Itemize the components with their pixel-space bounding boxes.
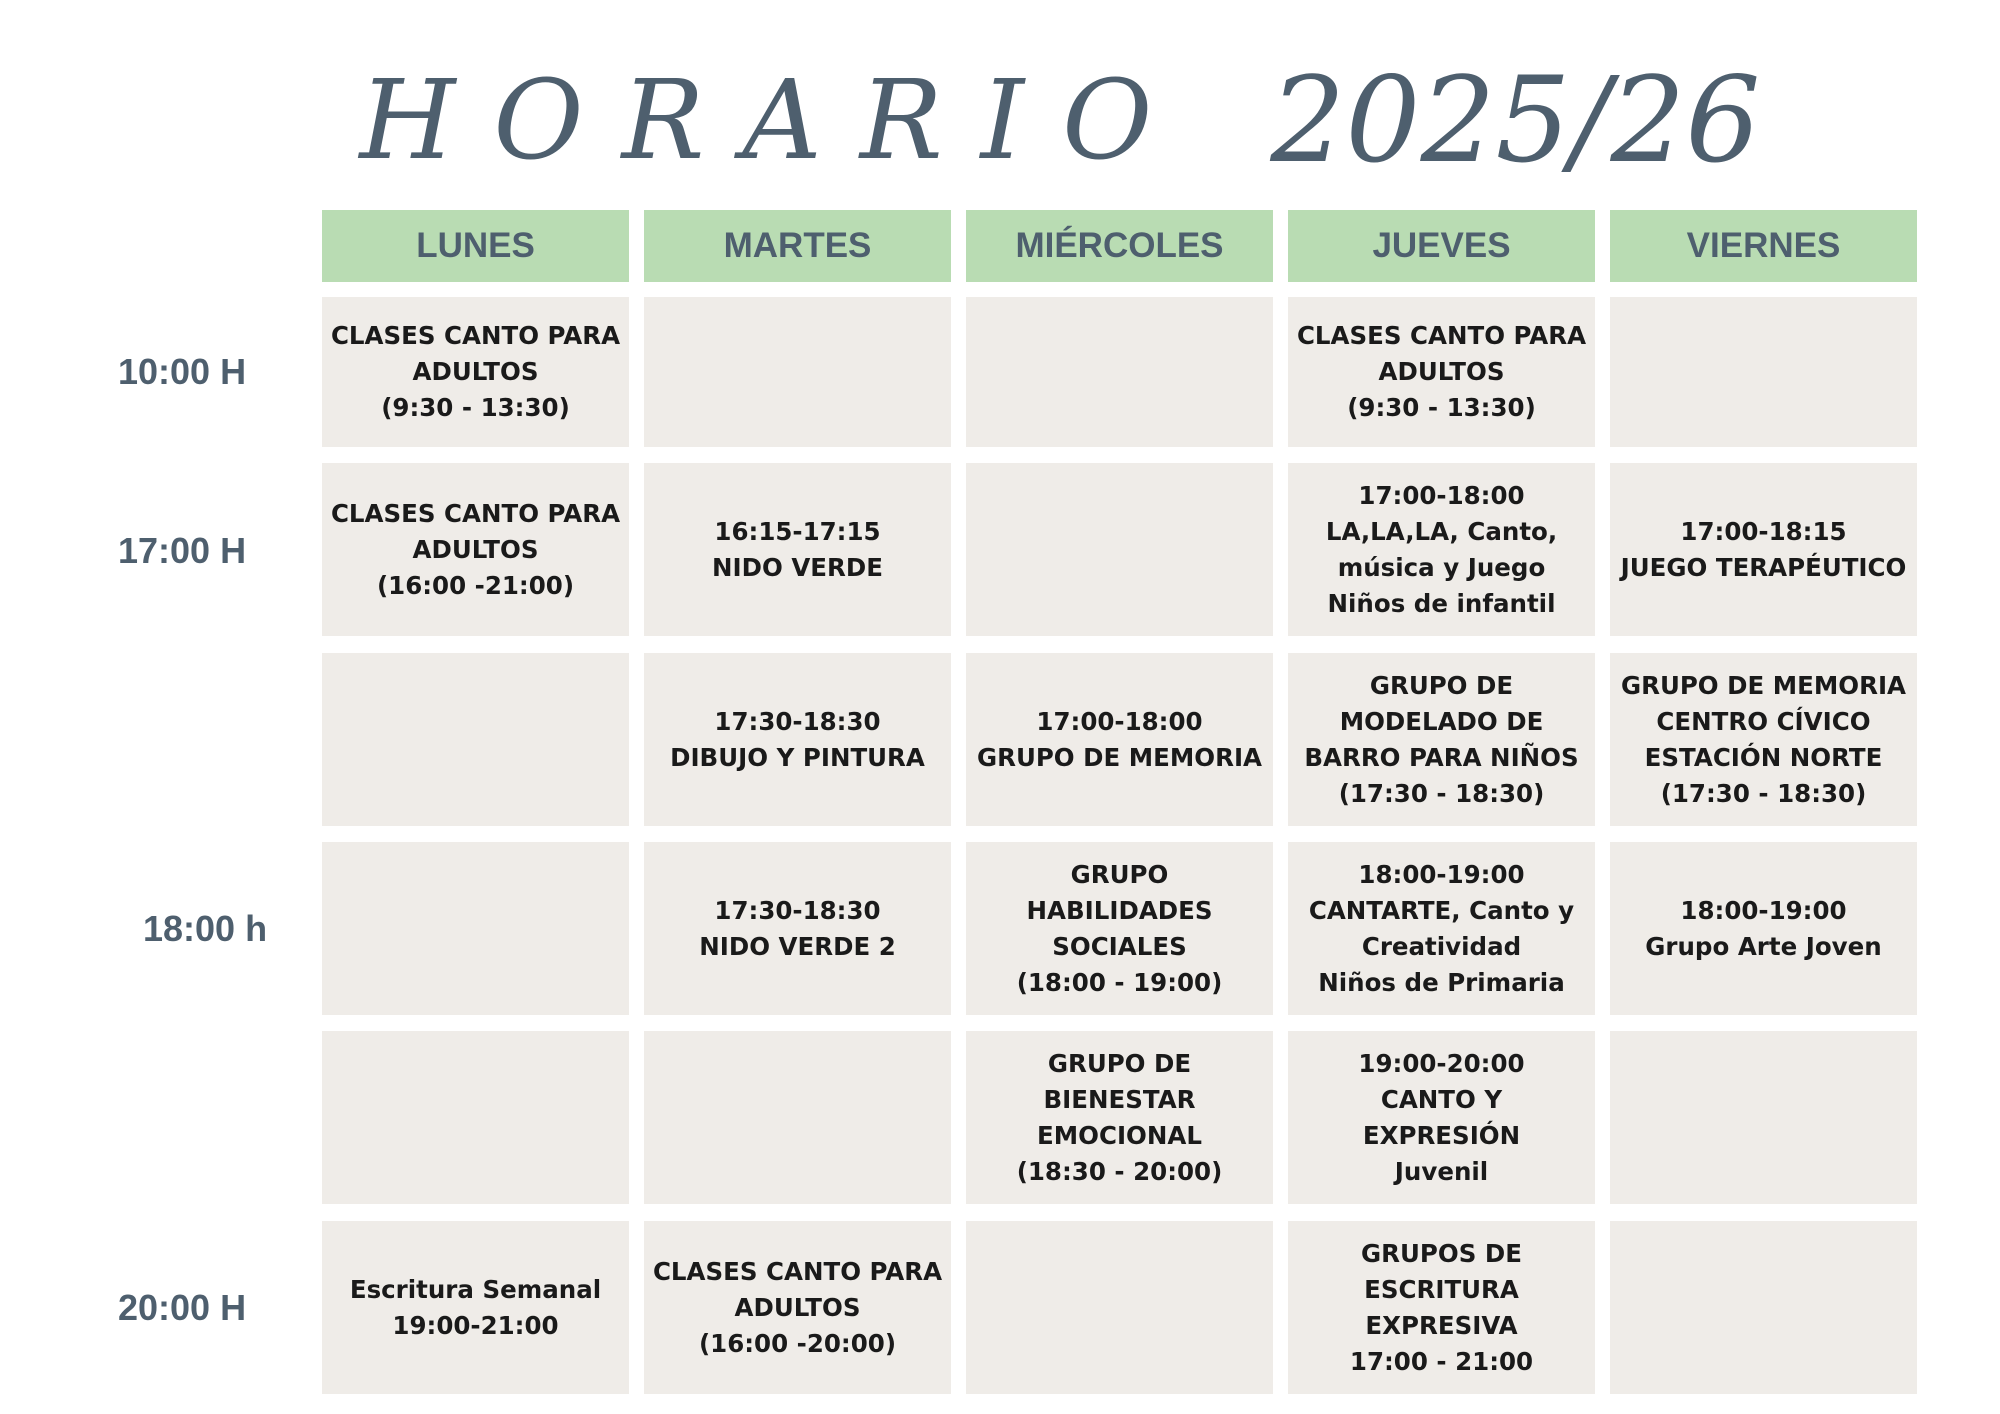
schedule-cell	[322, 1221, 629, 1394]
schedule-cell	[1288, 1031, 1595, 1204]
cell-text-line: CENTRO CÍVICO	[1656, 706, 1871, 736]
cell-text-line: Creatividad	[1361, 931, 1522, 961]
cell-text-line: (17:30 - 18:30)	[1660, 778, 1867, 808]
cell-text-line: 19:00-21:00	[392, 1310, 559, 1340]
schedule-cell	[966, 653, 1273, 826]
cell-text-line: 19:00-20:00	[1358, 1048, 1525, 1078]
cell-text-line: (18:00 - 19:00)	[1016, 967, 1223, 997]
schedule-cell	[644, 842, 951, 1015]
schedule-cell	[1610, 842, 1917, 1015]
day-header-4: JUEVES	[1288, 210, 1595, 282]
cell-text-line: Grupo Arte Joven	[1645, 931, 1882, 961]
schedule-cell	[644, 297, 951, 447]
cell-text-line: BIENESTAR	[1043, 1084, 1196, 1114]
page-title	[60, 50, 2000, 190]
schedule-cell	[1610, 1221, 1917, 1394]
cell-text-line: CLASES CANTO PARA	[330, 321, 621, 350]
cell-text-line: GRUPO	[1070, 859, 1169, 889]
cell-text-line: GRUPO DE	[1369, 670, 1514, 700]
cell-text-line: 18:00-19:00	[1358, 859, 1525, 889]
schedule-cell	[1610, 1031, 1917, 1204]
cell-text-line: (18:30 - 20:00)	[1016, 1156, 1223, 1186]
schedule-cell	[322, 653, 629, 826]
cell-text-line: HABILIDADES	[1026, 895, 1213, 925]
cell-text-line: GRUPOS DE	[1361, 1238, 1522, 1268]
cell-text-line: CANTO Y	[1380, 1084, 1503, 1114]
schedule-cell	[322, 297, 629, 447]
schedule-cell	[966, 463, 1273, 636]
cell-text-line: Niños de Primaria	[1318, 967, 1565, 997]
cell-text-line: BARRO PARA NIÑOS	[1304, 742, 1579, 772]
cell-text-line: GRUPO DE MEMORIA	[1620, 670, 1907, 700]
schedule-cell	[644, 463, 951, 636]
cell-text-line: 17:00-18:00	[1358, 480, 1525, 510]
cell-text-line: (9:30 - 13:30)	[381, 393, 570, 422]
schedule-cell	[1288, 1221, 1595, 1394]
cell-text-line: 16:15-17:15	[714, 516, 881, 546]
schedule-cell	[644, 653, 951, 826]
cell-text-line: EMOCIONAL	[1037, 1120, 1202, 1150]
schedule-cell	[966, 842, 1273, 1015]
cell-text-line: Juvenil	[1394, 1156, 1489, 1186]
cell-text-line: NIDO VERDE 2	[699, 931, 896, 961]
cell-text-line: (16:00 -20:00)	[698, 1328, 897, 1358]
cell-text-line: Escritura Semanal	[349, 1274, 602, 1304]
schedule-cell	[966, 1031, 1273, 1204]
cell-text-line: (16:00 -21:00)	[376, 570, 575, 600]
time-label: 17:00 H	[118, 530, 247, 571]
cell-text-line: 17:00 - 21:00	[1349, 1346, 1534, 1376]
cell-text-line: EXPRESIÓN	[1362, 1120, 1521, 1150]
schedule-cell	[1288, 463, 1595, 636]
day-header-3: MIÉRCOLES	[966, 210, 1273, 282]
cell-text-line: MODELADO DE	[1339, 706, 1544, 736]
time-label: 20:00 H	[118, 1287, 247, 1328]
cell-text-line: CANTARTE, Canto y	[1308, 895, 1575, 925]
cell-text-line: GRUPO DE	[1047, 1048, 1192, 1078]
schedule-cell	[644, 1031, 951, 1204]
cell-text-line: 17:30-18:30	[714, 706, 881, 736]
schedule-cell	[644, 1221, 951, 1394]
cell-text-line: LA,LA,LA, Canto,	[1325, 516, 1558, 546]
schedule-cell	[322, 463, 629, 636]
schedule-cell	[1610, 297, 1917, 447]
cell-text-line: ESCRITURA	[1364, 1274, 1519, 1304]
time-label: 10:00 H	[118, 351, 247, 392]
schedule-cell	[1288, 297, 1595, 447]
cell-text-line: Niños de infantil	[1327, 588, 1556, 618]
schedule-cell	[322, 842, 629, 1015]
title-word: HORARIO	[359, 56, 1191, 184]
cell-text-line: 17:30-18:30	[714, 895, 881, 925]
title-year: 2025/26	[1270, 51, 1761, 189]
cell-text-line: SOCIALES	[1052, 931, 1187, 961]
time-label: 18:00 h	[143, 908, 268, 949]
day-header-5: VIERNES	[1610, 210, 1917, 282]
cell-text-line: ADULTOS	[1378, 357, 1505, 386]
cell-text-line: EXPRESIVA	[1365, 1310, 1518, 1340]
cell-text-line: (9:30 - 13:30)	[1347, 393, 1536, 422]
cell-text-line: GRUPO DE MEMORIA	[976, 742, 1263, 772]
cell-text-line: DIBUJO Y PINTURA	[670, 742, 925, 772]
cell-text-line: (17:30 - 18:30)	[1338, 778, 1545, 808]
cell-text-line: música y Juego	[1337, 552, 1546, 582]
schedule-cell	[1288, 842, 1595, 1015]
cell-text-line: ADULTOS	[412, 357, 539, 386]
cell-text-line: ADULTOS	[734, 1292, 861, 1322]
cell-text-line: ESTACIÓN NORTE	[1644, 742, 1883, 772]
cell-text-line: 17:00-18:15	[1680, 516, 1847, 546]
cell-text-line: CLASES CANTO PARA	[330, 498, 621, 528]
cell-text-line: 18:00-19:00	[1680, 895, 1847, 925]
cell-text-line: 17:00-18:00	[1036, 706, 1203, 736]
schedule-cell	[1610, 463, 1917, 636]
schedule-cell	[966, 297, 1273, 447]
schedule-cell	[322, 1031, 629, 1204]
schedule-cell	[1610, 653, 1917, 826]
schedule-cell	[1288, 653, 1595, 826]
cell-text-line: JUEGO TERAPÉUTICO	[1620, 552, 1907, 582]
cell-text-line: NIDO VERDE	[712, 552, 883, 582]
cell-text-line: CLASES CANTO PARA	[652, 1256, 943, 1286]
day-header-2: MARTES	[644, 210, 951, 282]
day-header-1: LUNES	[322, 210, 629, 282]
cell-text-line: CLASES CANTO PARA	[1296, 321, 1587, 350]
cell-text-line: ADULTOS	[412, 534, 539, 564]
schedule-cell	[966, 1221, 1273, 1394]
